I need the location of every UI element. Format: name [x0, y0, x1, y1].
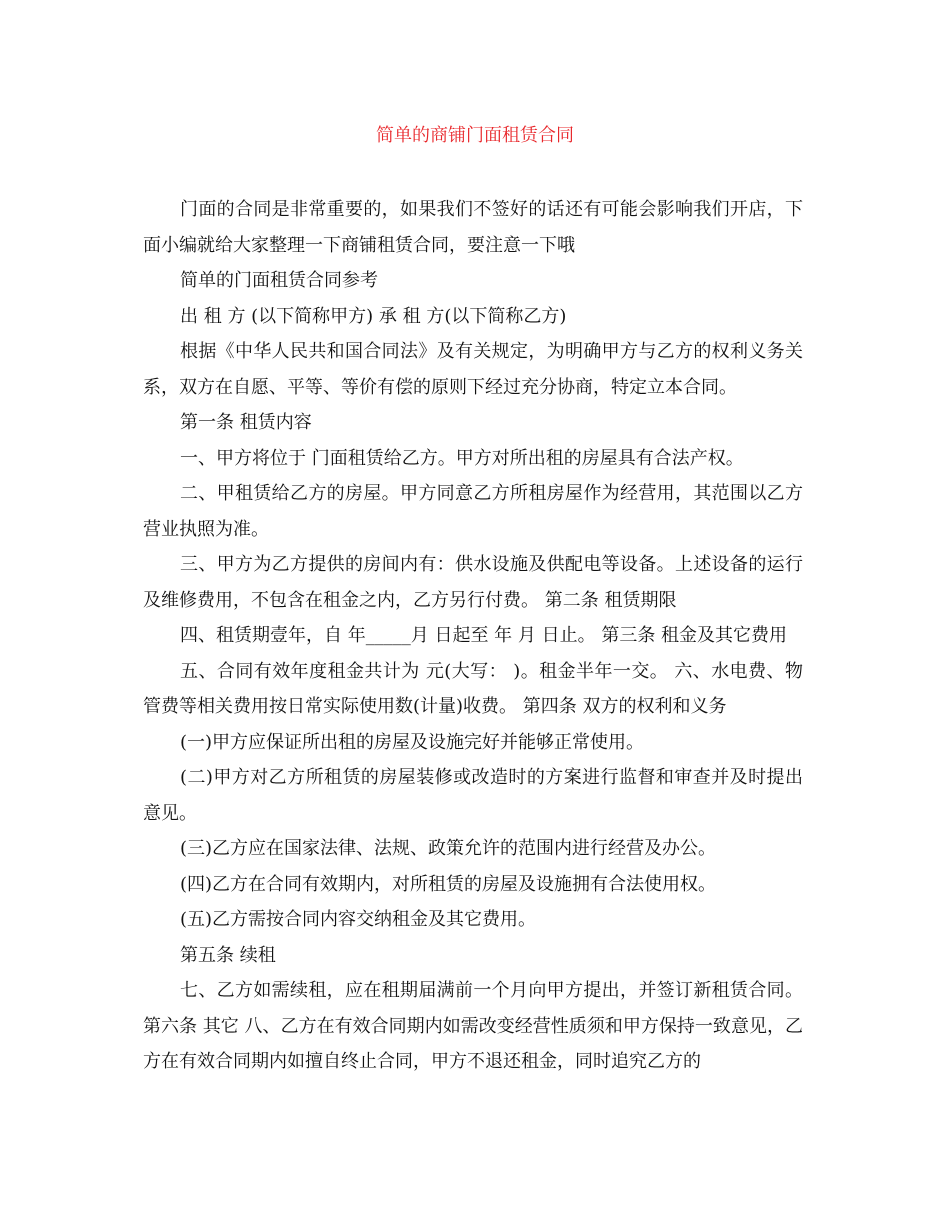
paragraph-legal-basis: 根据《中华人民共和国合同法》及有关规定，为明确甲方与乙方的权利义务关系，双方在自愿、平等、等价有偿的原则下经过充分协商，特定立本合同。: [143, 341, 803, 398]
paragraph-intro: 门面的合同是非常重要的，如果我们不签好的话还有可能会影响我们开店，下面小编就给大家整理一下商铺租赁合同，要注意一下哦: [143, 199, 803, 256]
clause-5: 五、合同有效年度租金共计为 元(大写： )。租金半年一交。 六、水电费、物管费等相关费用按日常实际使用数(计量)收费。 第四条 双方的权利和义务: [143, 660, 803, 717]
clause-2: 二、甲租赁给乙方的房屋。甲方同意乙方所租房屋作为经营用，其范围以乙方营业执照为准。: [143, 483, 803, 540]
document-body: [143, 192, 803, 1080]
clause-4: 四、租赁期壹年，自 年_____月 日起至 年 月 日止。 第三条 租金及其它费用: [180, 625, 788, 646]
clause-7: 七、乙方如需续租，应在租期届满前一个月向甲方提出，并签订新租赁合同。 第六条 其它 八、乙方在有效合同期内如需改变经营性质须和甲方保持一致意见，乙方在有效合同期内如擅自终止合同，甲方不退还租金，同时追究乙方的: [143, 980, 803, 1072]
rights-item-1: (一)甲方应保证所出租的房屋及设施完好并能够正常使用。: [180, 731, 645, 753]
rights-item-5: (五)乙方需按合同内容交纳租金及其它费用。: [180, 909, 537, 930]
article-5-heading: 第五条 续租: [180, 944, 276, 966]
paragraph-reference-heading: 简单的门面租赁合同参考: [180, 270, 378, 291]
clause-3: 三、甲方为乙方提供的房间内有：供水设施及供配电等设备。上述设备的运行及维修费用，不包含在租金之内，乙方另行付费。 第二条 租赁期限: [143, 554, 803, 611]
rights-item-2: (二)甲方对乙方所租赁的房屋装修或改造时的方案进行监督和审查并及时提出意见。: [143, 767, 803, 824]
rights-item-4: (四)乙方在合同有效期内，对所租赁的房屋及设施拥有合法使用权。: [180, 873, 717, 895]
article-1-heading: 第一条 租赁内容: [180, 412, 312, 433]
rights-item-3: (三)乙方应在国家法律、法规、政策允许的范围内进行经营及办公。: [180, 838, 717, 859]
document-title: 简单的商铺门面租赁合同: [376, 125, 574, 146]
paragraph-parties: 出 租 方 (以下简称甲方) 承 租 方(以下简称乙方): [180, 305, 567, 327]
clause-1: 一、甲方将位于 门面租赁给乙方。甲方对所出租的房屋具有合法产权。: [180, 447, 744, 469]
